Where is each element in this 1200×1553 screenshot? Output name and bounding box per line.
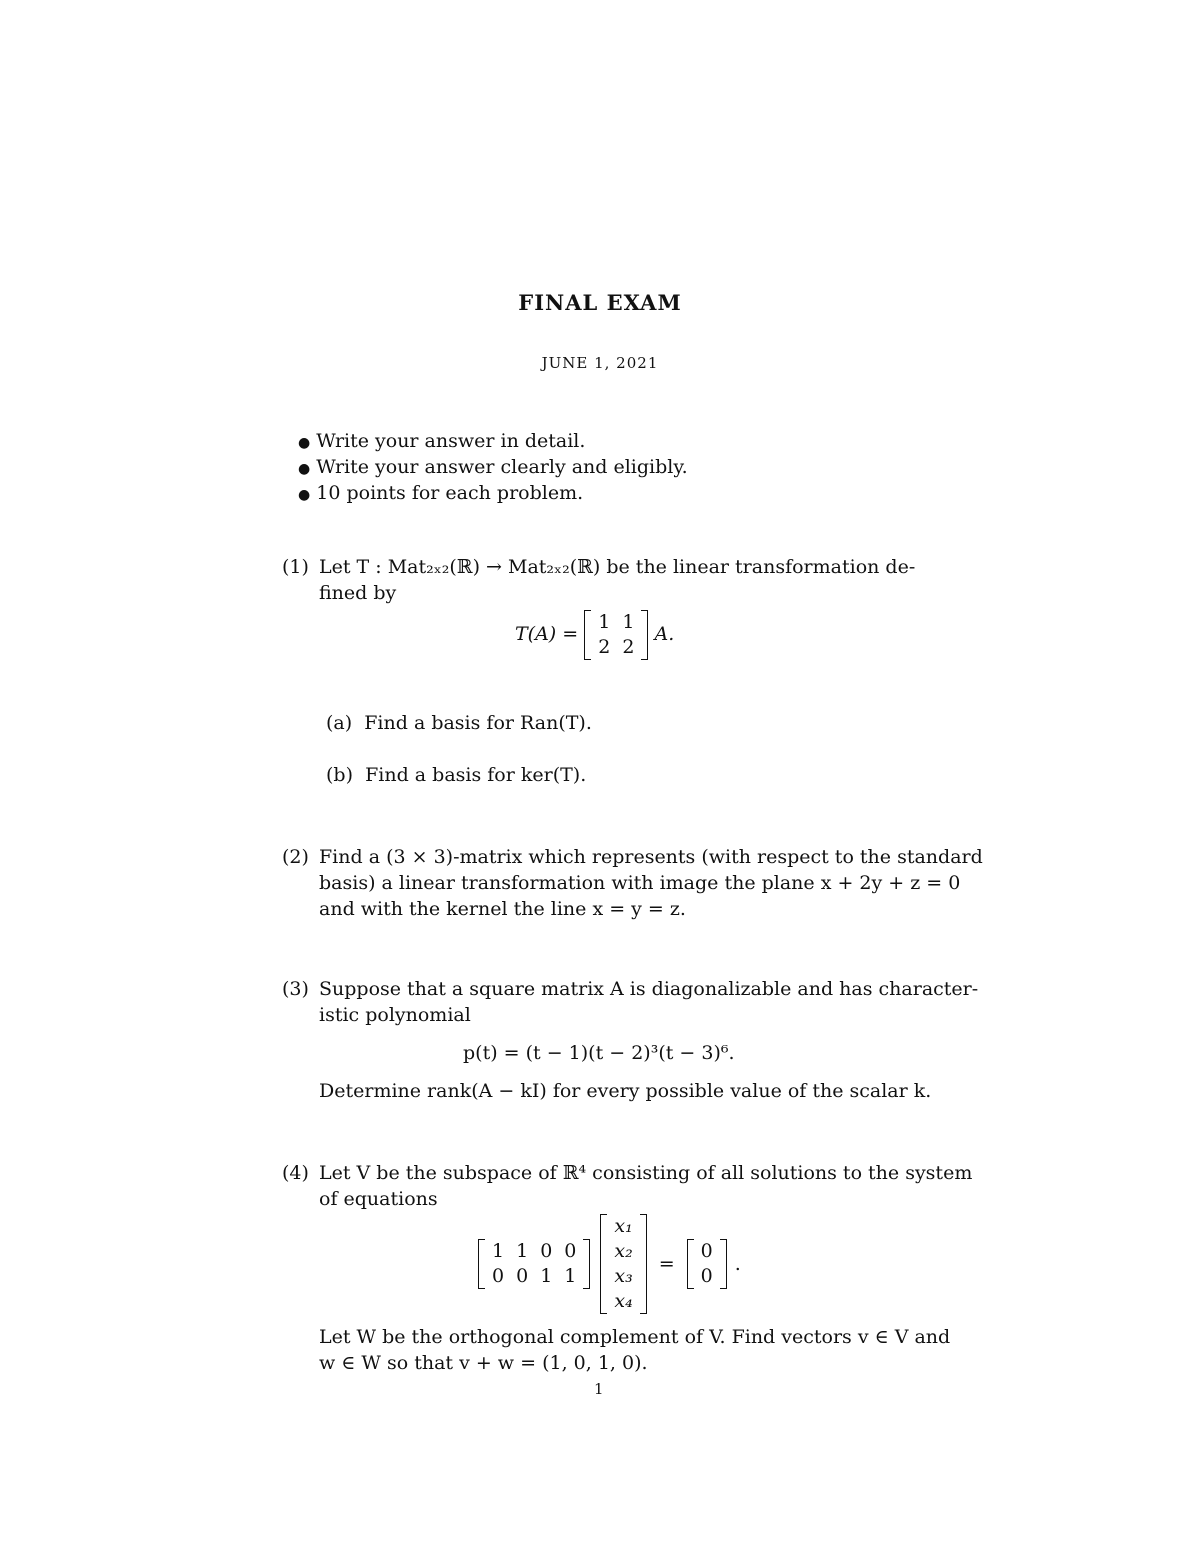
problem-2-line: Find a (3 × 3)-matrix which represents (with respect to the standard bbox=[319, 846, 983, 868]
problem-4-line: w ∈ W so that v + w = (1, 0, 1, 0). bbox=[319, 1352, 648, 1374]
problem-4-line: Let W be the orthogonal complement of V. Find vectors v ∈ V and bbox=[319, 1326, 951, 1348]
problem-2-number: (2) bbox=[282, 846, 309, 868]
instruction-item: ● 10 points for each problem. bbox=[298, 482, 584, 504]
bullet-icon: ● bbox=[298, 487, 311, 503]
problem-2-line: and with the kernel the line x = y = z. bbox=[319, 898, 686, 920]
coefficient-matrix: 1 1 0 0 0 0 1 1 bbox=[478, 1239, 590, 1289]
problem-3-equation: p(t) = (t − 1)(t − 2)³(t − 3)⁶. bbox=[463, 1042, 735, 1064]
problem-2-line: basis) a linear transformation with image the plane x + 2y + z = 0 bbox=[319, 872, 961, 894]
period: . bbox=[734, 1253, 741, 1275]
bullet-icon: ● bbox=[298, 435, 311, 451]
equals-sign: = bbox=[658, 1253, 675, 1275]
problem-1-equation: T(A) = 1 1 2 2 A. bbox=[515, 611, 675, 658]
problem-4-number: (4) bbox=[282, 1162, 309, 1184]
bullet-icon: ● bbox=[298, 461, 311, 477]
problem-4-system bbox=[478, 1212, 741, 1316]
variable-vector: x₁ x₂ x₃ x₄ bbox=[600, 1214, 646, 1314]
problem-1-line: fined by bbox=[319, 582, 397, 604]
problem-3-line: Determine rank(A − kI) for every possible value of the scalar k. bbox=[319, 1080, 932, 1102]
problem-1-number: (1) bbox=[282, 556, 309, 578]
instruction-item: ● Write your answer in detail. bbox=[298, 430, 586, 452]
page-number: 1 bbox=[594, 1380, 604, 1398]
problem-1a: (a) Find a basis for Ran(T). bbox=[326, 712, 592, 734]
problem-3-number: (3) bbox=[282, 978, 309, 1000]
matrix: 1 1 2 2 bbox=[584, 610, 648, 660]
rhs-vector: 0 0 bbox=[687, 1239, 727, 1289]
problem-3-line: istic polynomial bbox=[319, 1004, 471, 1026]
exam-date: JUNE 1, 2021 bbox=[541, 354, 659, 372]
exam-title: FINAL EXAM bbox=[518, 290, 682, 315]
instruction-item: ● Write your answer clearly and eligibly. bbox=[298, 456, 688, 478]
problem-4-line: of equations bbox=[319, 1188, 438, 1210]
problem-1-line: Let T : Mat₂ₓ₂(ℝ) → Mat₂ₓ₂(ℝ) be the linear transformation de- bbox=[319, 556, 916, 578]
problem-3-line: Suppose that a square matrix A is diagonalizable and has character- bbox=[319, 978, 979, 1000]
problem-4-line: Let V be the subspace of ℝ⁴ consisting of all solutions to the system bbox=[319, 1162, 973, 1184]
problem-1b: (b) Find a basis for ker(T). bbox=[326, 764, 587, 786]
